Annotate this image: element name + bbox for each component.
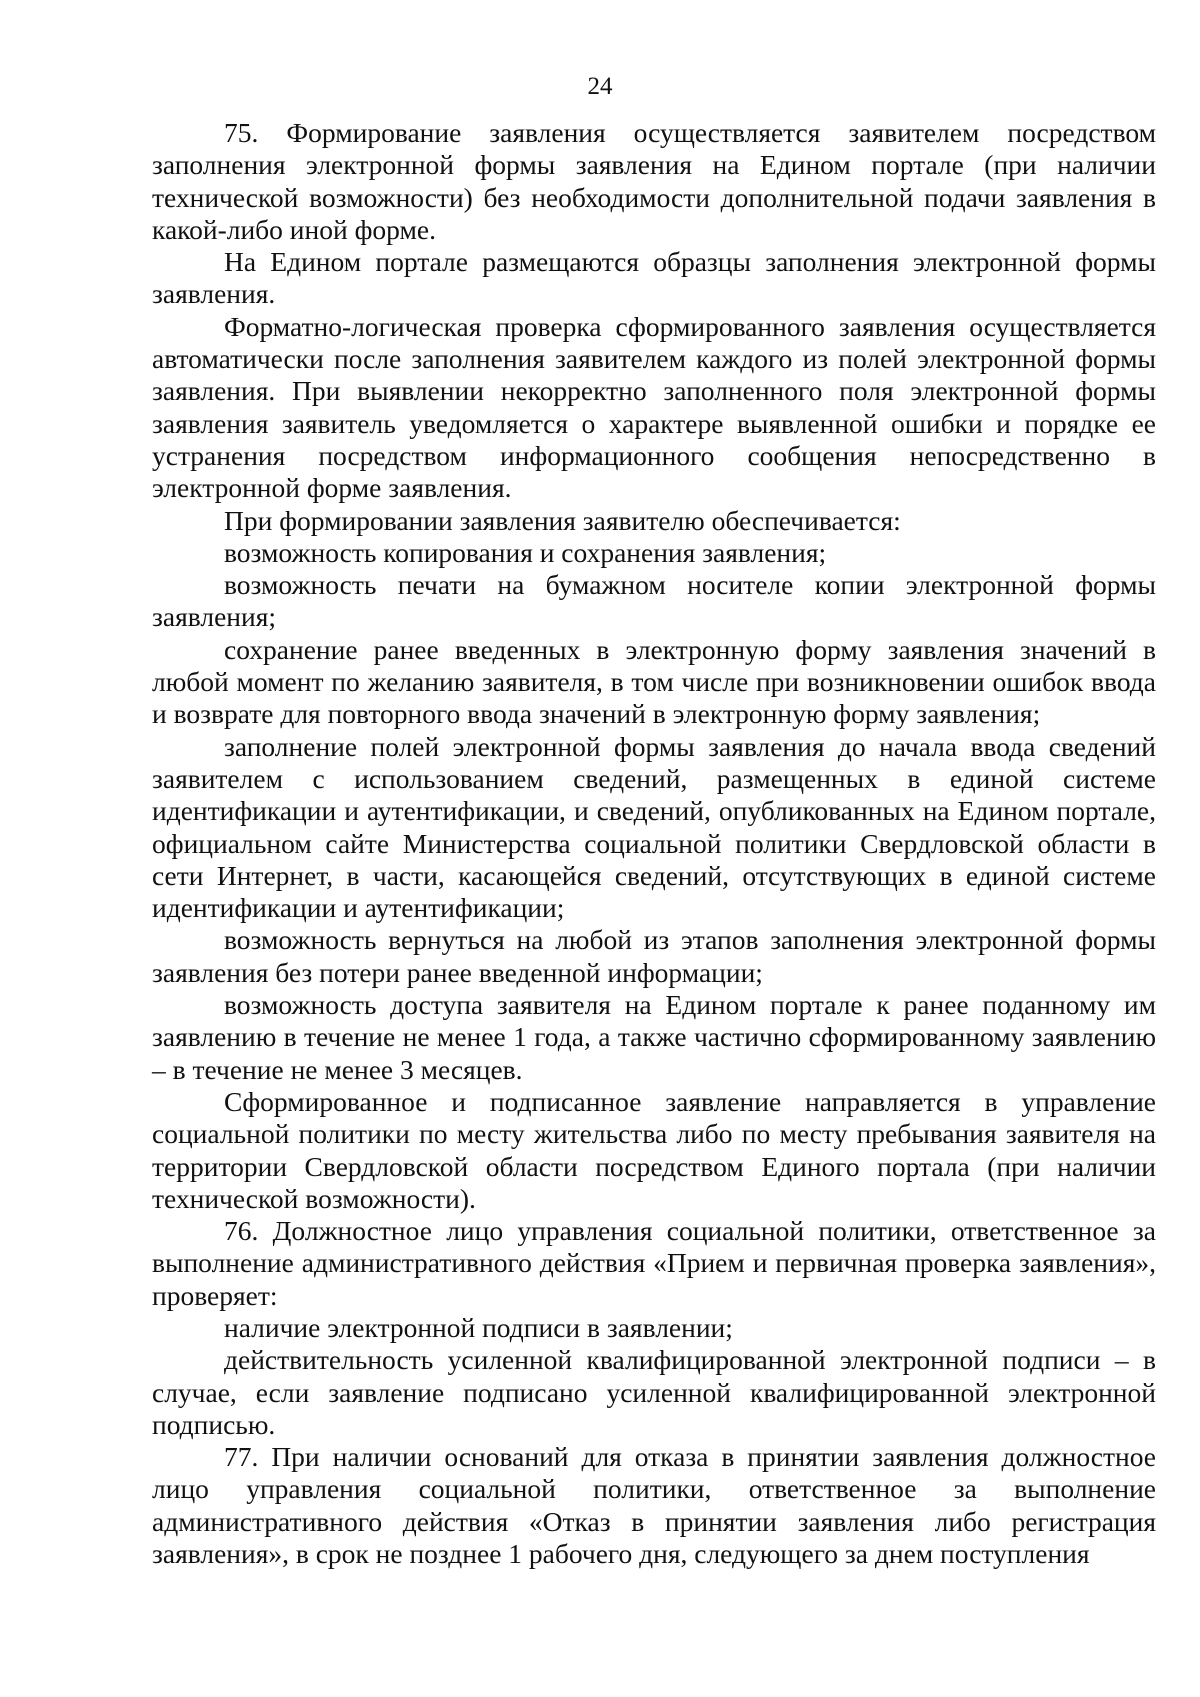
paragraph-provided-list-intro: При формировании заявления заявителю обеспечивается: [224, 504, 901, 536]
document-body [152, 117, 1156, 1570]
list-item-copy-save: возможность копирования и сохранения заявления; [224, 536, 827, 568]
list-item-save-values: сохранение ранее введенных в электронную форму заявления значений в любой момент по желанию заявителя, в том числе при возникновении ошибок ввода и возврате для повторного ввода значений в электронную форму заявления; [152, 633, 1156, 730]
list-item-signature-validity: действительность усиленной квалифицированной электронной подписи – в случае, если заявление подписано усиленной квалифицированной электронной подписью. [152, 1344, 1156, 1440]
list-item-autofill: заполнение полей электронной формы заявления до начала ввода сведений заявителем с использованием сведений, размещенных в единой системе идентификации и аутентификации, и сведений, опубликованных на Едином портале, официальном сайте Министерства социальной политики Свердловской области в сети Интернет, в части, касающейся сведений, отсутствующих в единой системе идентификации и аутентификации; [152, 730, 1156, 924]
page-number: 24 [587, 73, 613, 100]
paragraph-77-refusal: 77. При наличии оснований для отказа в принятии заявления должностное лицо управления социальной политики, ответственное за выполнение административного действия «Отказ в принятии заявления либо регистрация заявления», в срок не позднее 1 рабочего дня, следующего за днем поступления [152, 1441, 1156, 1570]
paragraph-submission-routing: Сформированное и подписанное заявление направляется в управление социальной политики по месту жительства либо по месту пребывания заявителя на территории Свердловской области посредством Единого портала (при наличии технической возможности). [152, 1085, 1156, 1214]
paragraph-76-official-checks: 76. Должностное лицо управления социальной политики, ответственное за выполнение административного действия «Прием и первичная проверка заявления», проверяет: [152, 1215, 1156, 1311]
list-item-print: возможность печати на бумажном носителе копии электронной формы заявления; [152, 569, 1156, 633]
paragraph-portal-samples: На Едином портале размещаются образцы заполнения электронной формы заявления. [152, 246, 1156, 310]
list-item-access-history: возможность доступа заявителя на Едином портале к ранее поданному им заявлению в течение не менее 1 года, а также частично сформированному заявлению – в течение не менее 3 месяцев. [152, 989, 1156, 1085]
paragraph-format-check: Форматно-логическая проверка сформированного заявления осуществляется автоматически после заполнения заявителем каждого из полей электронной формы заявления. При выявлении некорректно заполненного поля электронной формы заявления заявитель уведомляется о характере выявленной ошибки и порядке ее устранения посредством информационного сообщения непосредственно в электронной форме заявления. [152, 310, 1156, 504]
paragraph-75-intro: 75. Формирование заявления осуществляется заявителем посредством заполнения электронной формы заявления на Едином портале (при наличии технической возможности) без необходимости дополнительной подачи заявления в какой-либо иной форме. [152, 117, 1156, 245]
list-item-return-stage: возможность вернуться на любой из этапов заполнения электронной формы заявления без потери ранее введенной информации; [152, 924, 1156, 988]
list-item-signature-presence: наличие электронной подписи в заявлении; [224, 1311, 733, 1343]
